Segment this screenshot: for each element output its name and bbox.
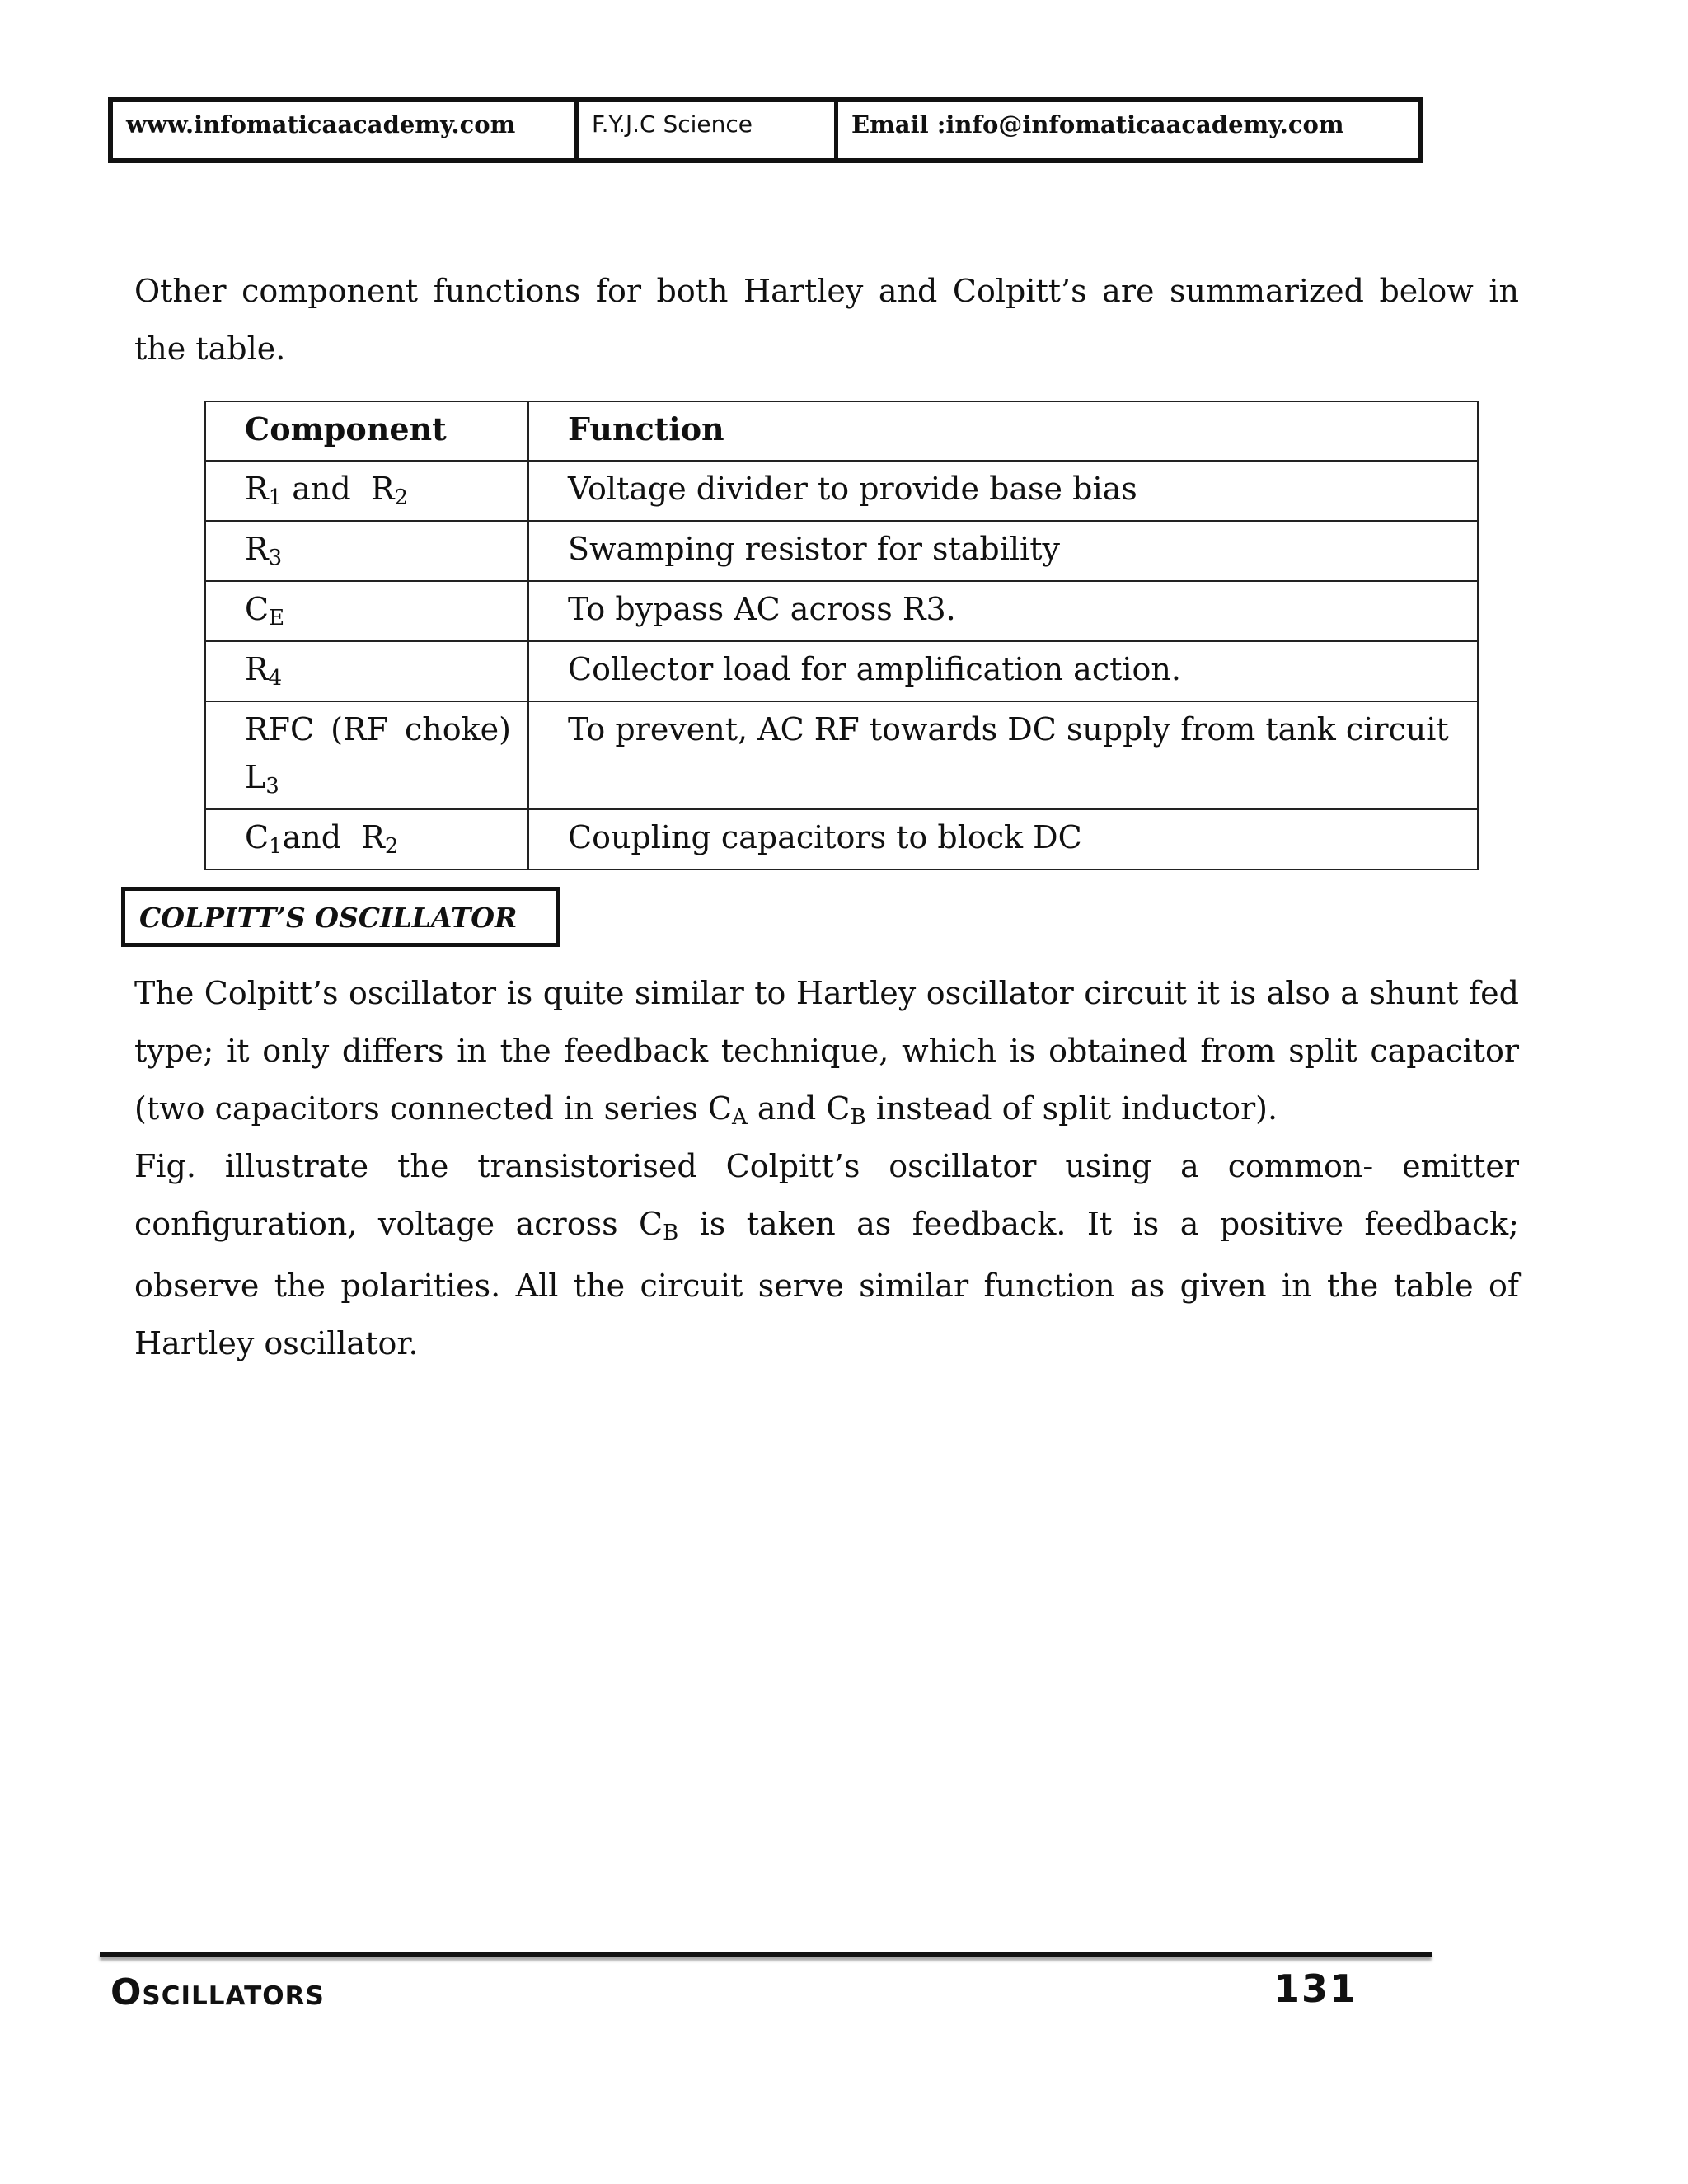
table-cell-function: Swamping resistor for stability — [528, 521, 1478, 581]
table-row — [205, 461, 1478, 521]
footer-chapter-title: Oscillators — [110, 1971, 325, 2013]
table-header-function: Function — [528, 401, 1478, 461]
table-cell-component: R1 and R2 — [205, 461, 528, 521]
table-row — [205, 641, 1478, 701]
table-row — [205, 809, 1478, 869]
header-website: www.infomaticaacademy.com — [113, 102, 579, 158]
page-header — [108, 97, 1423, 163]
footer-divider — [100, 1952, 1432, 1957]
intro-paragraph: Other component functions for both Hartley and Colpitt’s are summarized below in the table. — [134, 273, 1519, 367]
table-cell-component: R4 — [205, 641, 528, 701]
table-cell-function: To bypass AC across R3. — [528, 581, 1478, 641]
section-heading: COLPITT’S OSCILLATOR — [121, 887, 560, 947]
table-row — [205, 701, 1478, 809]
table-row — [205, 581, 1478, 641]
table-row — [205, 521, 1478, 581]
table-header-component: Component — [205, 401, 528, 461]
table-header-row — [205, 401, 1478, 461]
table-cell-component: C1and R2 — [205, 809, 528, 869]
header-course: F.Y.J.C Science — [579, 102, 838, 158]
table-cell-component: CE — [205, 581, 528, 641]
table-cell-component: RFC (RF choke) L3 — [205, 701, 528, 809]
table-cell-component: R3 — [205, 521, 528, 581]
table-cell-function: Voltage divider to provide base bias — [528, 461, 1478, 521]
table-cell-function: Coupling capacitors to block DC — [528, 809, 1478, 869]
component-table — [204, 401, 1479, 870]
table-cell-function: Collector load for amplification action. — [528, 641, 1478, 701]
figure-description-paragraph: Fig. illustrate the transistorised Colpitt’s oscillator using a common- emitter configuration, voltage across CB is taken as feedback. It is a positive feedback; observe the polarities. All the circuit serve similar function as given in the table of Hartley oscillator. — [134, 1148, 1519, 1361]
table-cell-function: To prevent, AC RF towards DC supply from tank circuit — [528, 701, 1478, 809]
header-email: Email :info@infomaticaacademy.com — [851, 110, 1344, 138]
page-number: 131 — [1273, 1966, 1358, 2011]
colpitts-description-paragraph: The Colpitt’s oscillator is quite similar to Hartley oscillator circuit it is also a shunt fed type; it only differs in the feedback technique, which is obtained from split capacitor (two capacitors connected in series CA and CB instead of split inductor). — [134, 975, 1519, 1130]
